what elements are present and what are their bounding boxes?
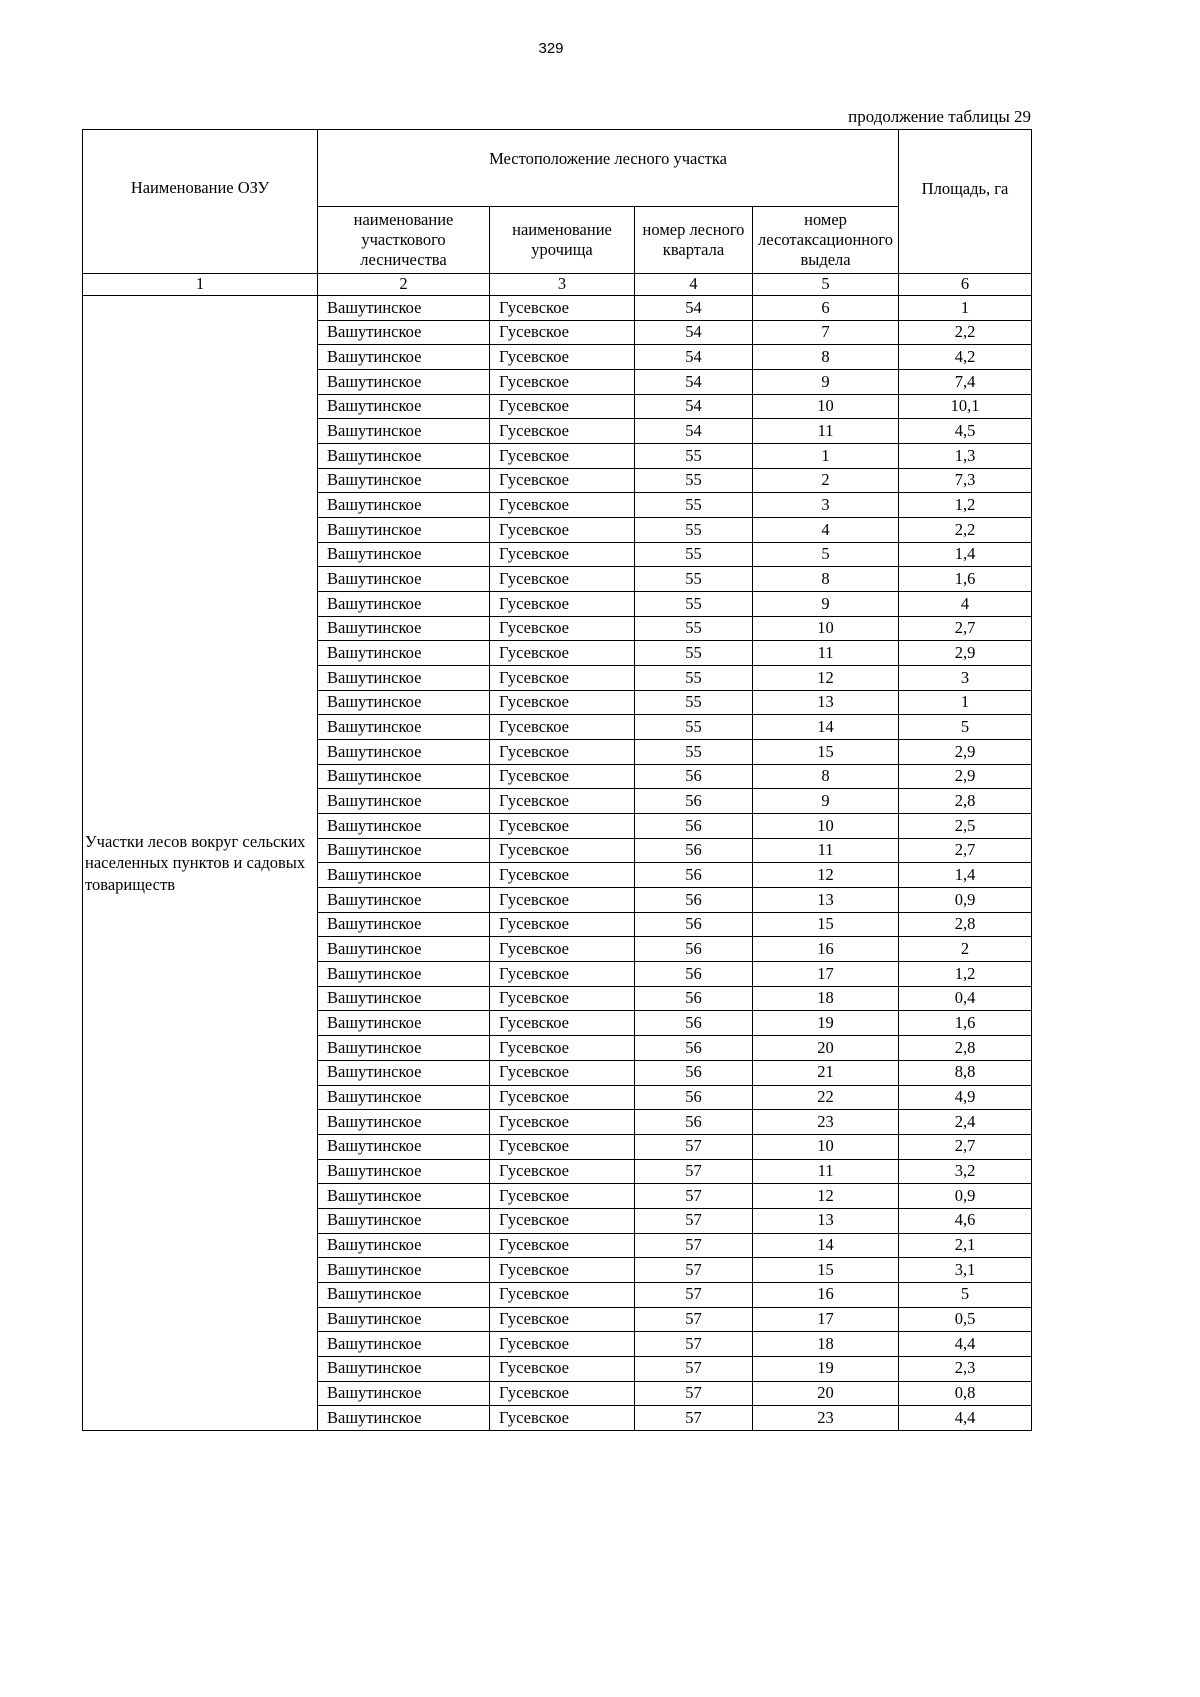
cell-quarter: 56 — [635, 863, 753, 888]
header-area: Площадь, га — [899, 130, 1032, 274]
cell-tract: Гусевское — [490, 1406, 635, 1431]
header-row-top — [83, 130, 1032, 207]
cell-forestry: Вашутинское — [318, 1332, 490, 1357]
cell-tract: Гусевское — [490, 1307, 635, 1332]
cell-area: 4,6 — [899, 1208, 1032, 1233]
cell-quarter: 56 — [635, 814, 753, 839]
cell-quarter: 57 — [635, 1208, 753, 1233]
cell-forestry: Вашутинское — [318, 838, 490, 863]
cell-allotment: 9 — [753, 789, 899, 814]
cell-quarter: 55 — [635, 592, 753, 617]
cell-allotment: 6 — [753, 296, 899, 321]
cell-forestry: Вашутинское — [318, 789, 490, 814]
cell-forestry: Вашутинское — [318, 912, 490, 937]
cell-area: 4,4 — [899, 1332, 1032, 1357]
cell-area: 0,4 — [899, 986, 1032, 1011]
cell-forestry: Вашутинское — [318, 444, 490, 469]
cell-forestry: Вашутинское — [318, 592, 490, 617]
cell-quarter: 56 — [635, 888, 753, 913]
cell-tract: Гусевское — [490, 1258, 635, 1283]
cell-forestry: Вашутинское — [318, 296, 490, 321]
cell-allotment: 12 — [753, 1184, 899, 1209]
forest-plots-table — [82, 129, 1032, 1431]
cell-area: 2,2 — [899, 320, 1032, 345]
cell-tract: Гусевское — [490, 320, 635, 345]
cell-allotment: 8 — [753, 764, 899, 789]
cell-allotment: 23 — [753, 1406, 899, 1431]
cell-tract: Гусевское — [490, 518, 635, 543]
cell-area: 3 — [899, 666, 1032, 691]
cell-allotment: 12 — [753, 863, 899, 888]
cell-area: 5 — [899, 1282, 1032, 1307]
cell-forestry: Вашутинское — [318, 1208, 490, 1233]
cell-forestry: Вашутинское — [318, 1134, 490, 1159]
cell-allotment: 9 — [753, 592, 899, 617]
cell-allotment: 2 — [753, 468, 899, 493]
cell-allotment: 13 — [753, 1208, 899, 1233]
cell-forestry: Вашутинское — [318, 1381, 490, 1406]
cell-tract: Гусевское — [490, 912, 635, 937]
cell-area: 2,1 — [899, 1233, 1032, 1258]
cell-tract: Гусевское — [490, 962, 635, 987]
cell-forestry: Вашутинское — [318, 1085, 490, 1110]
cell-tract: Гусевское — [490, 1208, 635, 1233]
cell-area: 1,4 — [899, 542, 1032, 567]
column-number: 2 — [318, 274, 490, 296]
cell-forestry: Вашутинское — [318, 1184, 490, 1209]
cell-allotment: 15 — [753, 1258, 899, 1283]
cell-tract: Гусевское — [490, 740, 635, 765]
cell-quarter: 56 — [635, 1110, 753, 1135]
cell-allotment: 1 — [753, 444, 899, 469]
cell-forestry: Вашутинское — [318, 814, 490, 839]
cell-forestry: Вашутинское — [318, 394, 490, 419]
cell-area: 2,3 — [899, 1356, 1032, 1381]
cell-forestry: Вашутинское — [318, 493, 490, 518]
cell-forestry: Вашутинское — [318, 690, 490, 715]
cell-tract: Гусевское — [490, 1085, 635, 1110]
cell-allotment: 18 — [753, 986, 899, 1011]
cell-allotment: 15 — [753, 740, 899, 765]
header-allotment: номер лесотаксационного выдела — [753, 207, 899, 274]
cell-quarter: 54 — [635, 394, 753, 419]
cell-area: 1,2 — [899, 493, 1032, 518]
cell-forestry: Вашутинское — [318, 468, 490, 493]
table-row — [83, 296, 1032, 321]
cell-area: 1,3 — [899, 444, 1032, 469]
cell-tract: Гусевское — [490, 1184, 635, 1209]
cell-area: 7,3 — [899, 468, 1032, 493]
cell-area: 2,9 — [899, 641, 1032, 666]
cell-quarter: 56 — [635, 764, 753, 789]
cell-allotment: 8 — [753, 345, 899, 370]
column-number-row — [83, 274, 1032, 296]
cell-tract: Гусевское — [490, 1233, 635, 1258]
cell-allotment: 11 — [753, 838, 899, 863]
cell-tract: Гусевское — [490, 616, 635, 641]
cell-quarter: 57 — [635, 1381, 753, 1406]
cell-forestry: Вашутинское — [318, 419, 490, 444]
cell-allotment: 7 — [753, 320, 899, 345]
cell-tract: Гусевское — [490, 1134, 635, 1159]
cell-forestry: Вашутинское — [318, 641, 490, 666]
cell-forestry: Вашутинское — [318, 1036, 490, 1061]
cell-quarter: 55 — [635, 715, 753, 740]
cell-area: 1,2 — [899, 962, 1032, 987]
cell-forestry: Вашутинское — [318, 1159, 490, 1184]
cell-tract: Гусевское — [490, 444, 635, 469]
cell-tract: Гусевское — [490, 764, 635, 789]
cell-tract: Гусевское — [490, 394, 635, 419]
cell-quarter: 55 — [635, 641, 753, 666]
cell-tract: Гусевское — [490, 641, 635, 666]
cell-area: 2,8 — [899, 1036, 1032, 1061]
cell-quarter: 57 — [635, 1406, 753, 1431]
column-number: 1 — [83, 274, 318, 296]
cell-quarter: 55 — [635, 616, 753, 641]
cell-forestry: Вашутинское — [318, 1060, 490, 1085]
cell-forestry: Вашутинское — [318, 740, 490, 765]
cell-forestry: Вашутинское — [318, 715, 490, 740]
cell-tract: Гусевское — [490, 493, 635, 518]
cell-quarter: 56 — [635, 1085, 753, 1110]
cell-area: 2,8 — [899, 912, 1032, 937]
cell-area: 2,9 — [899, 740, 1032, 765]
cell-quarter: 55 — [635, 690, 753, 715]
cell-tract: Гусевское — [490, 937, 635, 962]
column-number: 4 — [635, 274, 753, 296]
cell-area: 2,9 — [899, 764, 1032, 789]
cell-tract: Гусевское — [490, 986, 635, 1011]
cell-forestry: Вашутинское — [318, 1307, 490, 1332]
table-body — [83, 130, 1032, 1431]
cell-area: 1 — [899, 690, 1032, 715]
cell-tract: Гусевское — [490, 567, 635, 592]
cell-area: 4 — [899, 592, 1032, 617]
cell-forestry: Вашутинское — [318, 888, 490, 913]
cell-tract: Гусевское — [490, 863, 635, 888]
cell-tract: Гусевское — [490, 690, 635, 715]
cell-area: 3,1 — [899, 1258, 1032, 1283]
cell-tract: Гусевское — [490, 296, 635, 321]
cell-forestry: Вашутинское — [318, 542, 490, 567]
cell-tract: Гусевское — [490, 1159, 635, 1184]
cell-tract: Гусевское — [490, 419, 635, 444]
cell-allotment: 10 — [753, 1134, 899, 1159]
cell-forestry: Вашутинское — [318, 962, 490, 987]
column-number: 6 — [899, 274, 1032, 296]
cell-tract: Гусевское — [490, 1060, 635, 1085]
ozu-name-cell: Участки лесов вокруг сельских населенных пунктов и садовых товариществ — [83, 296, 318, 1431]
cell-quarter: 54 — [635, 320, 753, 345]
cell-tract: Гусевское — [490, 1036, 635, 1061]
cell-allotment: 20 — [753, 1381, 899, 1406]
cell-forestry: Вашутинское — [318, 764, 490, 789]
cell-quarter: 56 — [635, 986, 753, 1011]
cell-forestry: Вашутинское — [318, 320, 490, 345]
cell-quarter: 55 — [635, 567, 753, 592]
cell-area: 2,4 — [899, 1110, 1032, 1135]
cell-allotment: 16 — [753, 937, 899, 962]
cell-area: 3,2 — [899, 1159, 1032, 1184]
cell-allotment: 23 — [753, 1110, 899, 1135]
cell-area: 1,6 — [899, 567, 1032, 592]
cell-area: 0,5 — [899, 1307, 1032, 1332]
cell-forestry: Вашутинское — [318, 370, 490, 395]
cell-area: 0,9 — [899, 888, 1032, 913]
cell-tract: Гусевское — [490, 888, 635, 913]
cell-quarter: 56 — [635, 912, 753, 937]
cell-area: 1,4 — [899, 863, 1032, 888]
cell-quarter: 55 — [635, 740, 753, 765]
cell-tract: Гусевское — [490, 838, 635, 863]
cell-area: 2,7 — [899, 616, 1032, 641]
cell-quarter: 55 — [635, 493, 753, 518]
column-number: 5 — [753, 274, 899, 296]
cell-forestry: Вашутинское — [318, 1282, 490, 1307]
cell-area: 2,5 — [899, 814, 1032, 839]
cell-area: 1 — [899, 296, 1032, 321]
cell-allotment: 20 — [753, 1036, 899, 1061]
cell-quarter: 57 — [635, 1332, 753, 1357]
cell-allotment: 13 — [753, 888, 899, 913]
cell-quarter: 56 — [635, 1060, 753, 1085]
cell-allotment: 15 — [753, 912, 899, 937]
cell-area: 4,5 — [899, 419, 1032, 444]
cell-forestry: Вашутинское — [318, 518, 490, 543]
cell-quarter: 54 — [635, 419, 753, 444]
cell-allotment: 17 — [753, 1307, 899, 1332]
cell-allotment: 8 — [753, 567, 899, 592]
cell-forestry: Вашутинское — [318, 1110, 490, 1135]
cell-allotment: 13 — [753, 690, 899, 715]
cell-tract: Гусевское — [490, 1110, 635, 1135]
cell-area: 0,8 — [899, 1381, 1032, 1406]
cell-tract: Гусевское — [490, 789, 635, 814]
cell-allotment: 4 — [753, 518, 899, 543]
cell-area: 5 — [899, 715, 1032, 740]
cell-quarter: 55 — [635, 666, 753, 691]
header-quarter: номер лесного квартала — [635, 207, 753, 274]
cell-tract: Гусевское — [490, 715, 635, 740]
cell-area: 8,8 — [899, 1060, 1032, 1085]
cell-allotment: 21 — [753, 1060, 899, 1085]
cell-quarter: 55 — [635, 444, 753, 469]
cell-tract: Гусевское — [490, 1282, 635, 1307]
cell-quarter: 57 — [635, 1282, 753, 1307]
cell-forestry: Вашутинское — [318, 986, 490, 1011]
cell-area: 1,6 — [899, 1011, 1032, 1036]
cell-tract: Гусевское — [490, 1011, 635, 1036]
cell-quarter: 56 — [635, 1011, 753, 1036]
cell-forestry: Вашутинское — [318, 1356, 490, 1381]
cell-area: 4,2 — [899, 345, 1032, 370]
cell-tract: Гусевское — [490, 1332, 635, 1357]
cell-allotment: 10 — [753, 394, 899, 419]
cell-allotment: 19 — [753, 1356, 899, 1381]
cell-forestry: Вашутинское — [318, 616, 490, 641]
cell-quarter: 57 — [635, 1356, 753, 1381]
cell-forestry: Вашутинское — [318, 345, 490, 370]
cell-allotment: 10 — [753, 814, 899, 839]
cell-tract: Гусевское — [490, 1356, 635, 1381]
cell-tract: Гусевское — [490, 468, 635, 493]
cell-forestry: Вашутинское — [318, 1406, 490, 1431]
cell-tract: Гусевское — [490, 1381, 635, 1406]
cell-forestry: Вашутинское — [318, 1258, 490, 1283]
cell-quarter: 54 — [635, 345, 753, 370]
cell-quarter: 56 — [635, 937, 753, 962]
column-number: 3 — [490, 274, 635, 296]
cell-allotment: 10 — [753, 616, 899, 641]
cell-quarter: 57 — [635, 1258, 753, 1283]
cell-tract: Гусевское — [490, 345, 635, 370]
cell-forestry: Вашутинское — [318, 863, 490, 888]
header-forestry: наименование участкового лесничества — [318, 207, 490, 274]
cell-forestry: Вашутинское — [318, 666, 490, 691]
cell-area: 2,7 — [899, 1134, 1032, 1159]
page-number: 329 — [538, 40, 564, 57]
cell-allotment: 17 — [753, 962, 899, 987]
cell-forestry: Вашутинское — [318, 1233, 490, 1258]
cell-allotment: 16 — [753, 1282, 899, 1307]
header-location: Местоположение лесного участка — [318, 130, 899, 207]
cell-allotment: 11 — [753, 1159, 899, 1184]
cell-tract: Гусевское — [490, 370, 635, 395]
cell-allotment: 3 — [753, 493, 899, 518]
cell-quarter: 57 — [635, 1134, 753, 1159]
cell-allotment: 12 — [753, 666, 899, 691]
cell-area: 10,1 — [899, 394, 1032, 419]
cell-area: 4,9 — [899, 1085, 1032, 1110]
cell-forestry: Вашутинское — [318, 567, 490, 592]
cell-quarter: 55 — [635, 468, 753, 493]
cell-quarter: 56 — [635, 1036, 753, 1061]
cell-area: 2,8 — [899, 789, 1032, 814]
cell-forestry: Вашутинское — [318, 1011, 490, 1036]
cell-allotment: 19 — [753, 1011, 899, 1036]
cell-area: 2,2 — [899, 518, 1032, 543]
cell-allotment: 18 — [753, 1332, 899, 1357]
cell-forestry: Вашутинское — [318, 937, 490, 962]
cell-allotment: 9 — [753, 370, 899, 395]
cell-area: 2 — [899, 937, 1032, 962]
cell-quarter: 56 — [635, 962, 753, 987]
cell-allotment: 14 — [753, 715, 899, 740]
header-name-ozu: Наименование ОЗУ — [83, 130, 318, 274]
cell-area: 2,7 — [899, 838, 1032, 863]
cell-tract: Гусевское — [490, 666, 635, 691]
cell-area: 7,4 — [899, 370, 1032, 395]
cell-tract: Гусевское — [490, 592, 635, 617]
table-caption: продолжение таблицы 29 — [848, 107, 1031, 126]
cell-quarter: 55 — [635, 518, 753, 543]
cell-quarter: 57 — [635, 1184, 753, 1209]
cell-quarter: 57 — [635, 1233, 753, 1258]
cell-tract: Гусевское — [490, 814, 635, 839]
cell-area: 0,9 — [899, 1184, 1032, 1209]
cell-quarter: 56 — [635, 838, 753, 863]
cell-allotment: 14 — [753, 1233, 899, 1258]
cell-allotment: 5 — [753, 542, 899, 567]
header-tract: наименование урочища — [490, 207, 635, 274]
cell-allotment: 11 — [753, 641, 899, 666]
cell-quarter: 57 — [635, 1159, 753, 1184]
cell-quarter: 56 — [635, 789, 753, 814]
cell-allotment: 11 — [753, 419, 899, 444]
cell-quarter: 54 — [635, 296, 753, 321]
cell-quarter: 54 — [635, 370, 753, 395]
cell-allotment: 22 — [753, 1085, 899, 1110]
cell-quarter: 55 — [635, 542, 753, 567]
cell-tract: Гусевское — [490, 542, 635, 567]
cell-area: 4,4 — [899, 1406, 1032, 1431]
cell-quarter: 57 — [635, 1307, 753, 1332]
